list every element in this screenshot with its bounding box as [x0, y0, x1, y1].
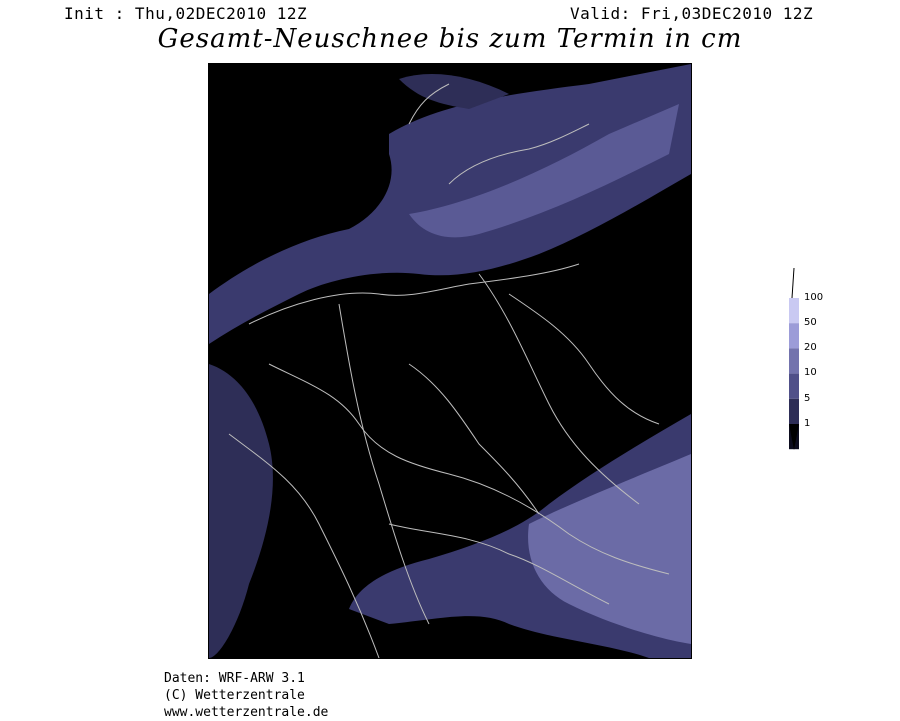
legend-label-50: 50 [804, 317, 817, 328]
legend-swatch-20 [789, 348, 799, 373]
init-time: Init : Thu,02DEC2010 12Z [64, 4, 308, 23]
legend-swatch-100 [789, 298, 799, 323]
valid-time: Valid: Fri,03DEC2010 12Z [570, 4, 814, 23]
credits [164, 670, 328, 721]
legend-label-20: 20 [804, 342, 817, 353]
legend-label-5: 5 [804, 393, 811, 404]
snow-map [208, 63, 692, 659]
legend-swatch-10 [789, 374, 799, 399]
credits-data-source: Daten: WRF-ARW 3.1 [164, 671, 305, 686]
map-title: Gesamt-Neuschnee bis zum Termin in cm [157, 24, 743, 54]
legend-swatch-5 [789, 399, 799, 424]
legend-swatch-50 [789, 323, 799, 348]
legend-label-100: 100 [804, 292, 824, 303]
credits-copyright: (C) Wetterzentrale [164, 688, 305, 703]
legend-label-10: 10 [804, 367, 817, 378]
legend-label-1: 1 [804, 418, 811, 429]
credits-website[interactable]: www.wetterzentrale.de [164, 705, 329, 720]
